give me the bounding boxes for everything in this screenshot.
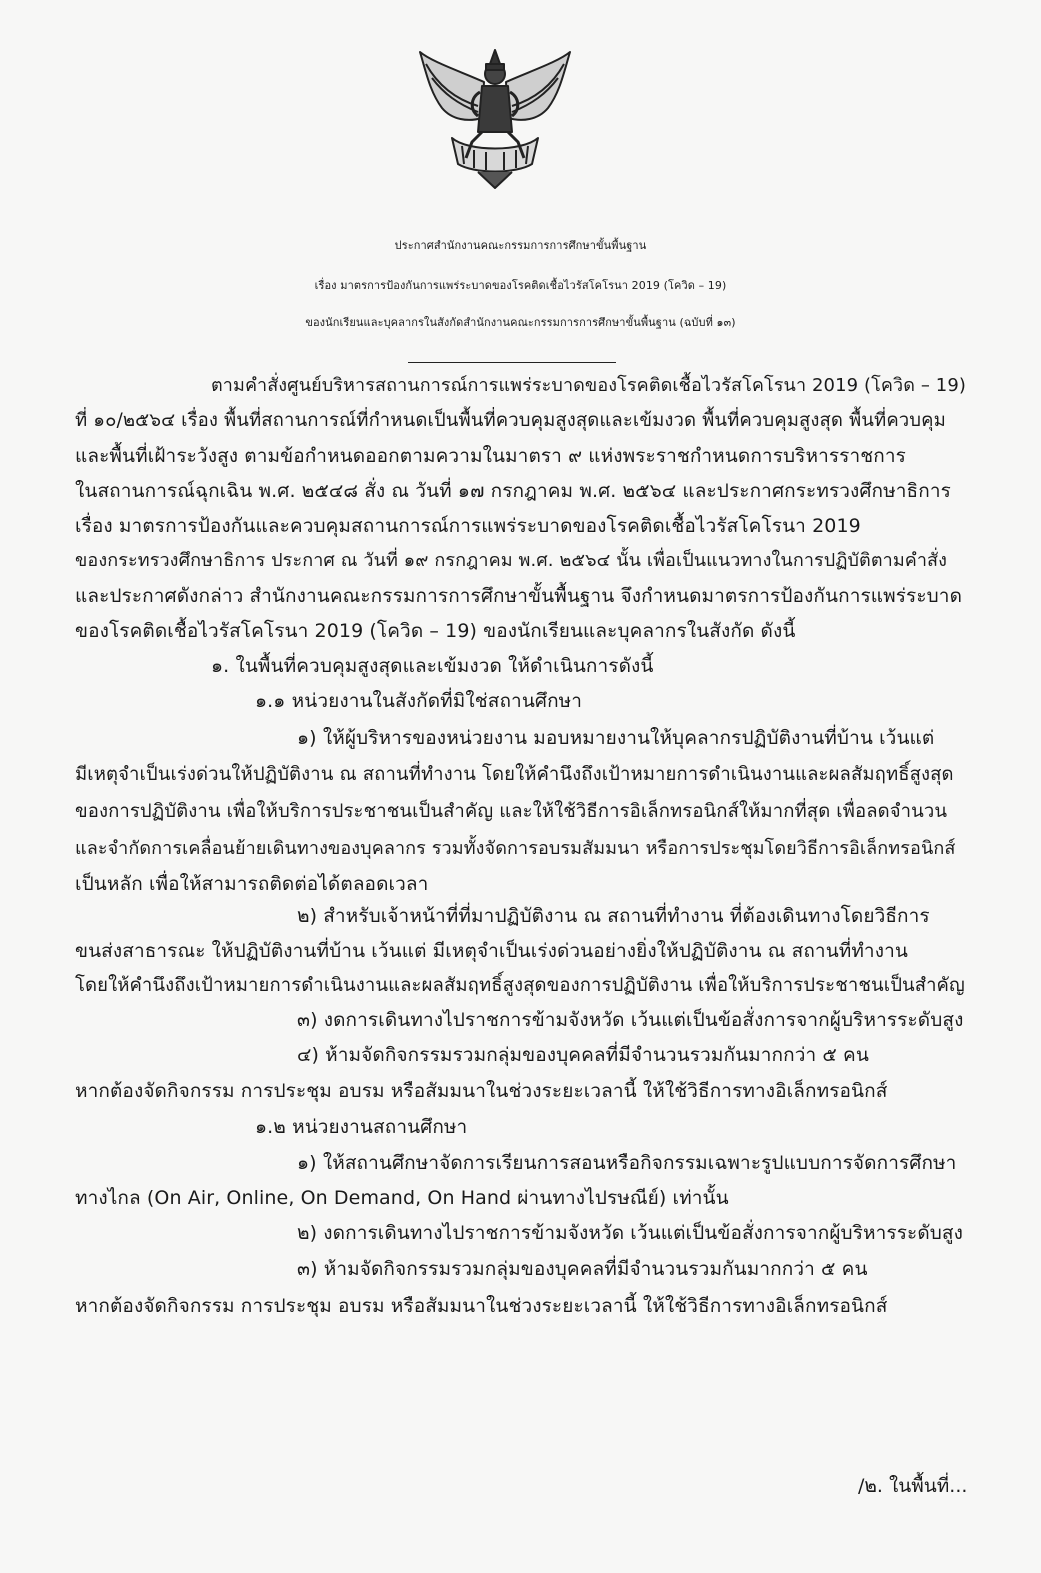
body-line: ทางไกล (On Air, Online, On Demand, On Hand ผ่านทางไปรษณีย์) เท่านั้น	[75, 1187, 729, 1209]
body-line: เรื่อง มาตรการป้องกันและควบคุมสถานการณ์การแพร่ระบาดของโรคติดเชื้อไวรัสโคโรนา 2019	[75, 515, 861, 537]
body-line: และประกาศดังกล่าว สำนักงานคณะกรรมการการศึกษาขั้นพื้นฐาน จึงกำหนดมาตรการป้องกันการแพร่ระบาด	[75, 585, 963, 607]
body-line: ของโรคติดเชื้อไวรัสโคโรนา 2019 (โควิด – 19) ของนักเรียนและบุคลากรในสังกัด ดังนี้	[75, 620, 796, 642]
body-line: โดยให้คำนึงถึงเป้าหมายการดำเนินงานและผลสัมฤทธิ์สูงสุดของการปฏิบัติงาน เพื่อให้บริการประชาชนเป็นสำคัญ	[75, 975, 965, 996]
title-line-1: ประกาศสำนักงานคณะกรรมการการศึกษาขั้นพื้นฐาน	[394, 239, 647, 252]
body-line: ๒) สำหรับเจ้าหน้าที่ที่มาปฏิบัติงาน ณ สถานที่ทำงาน ที่ต้องเดินทางโดยวิธีการ	[297, 905, 930, 927]
title-divider	[408, 362, 616, 363]
title-line-2: เรื่อง มาตรการป้องกันการแพร่ระบาดของโรคติดเชื้อไวรัสโคโรนา 2019 (โควิด – 19)	[314, 279, 727, 292]
garuda-emblem-icon	[412, 42, 578, 192]
page-continuation: /๒. ในพื้นที่...	[858, 1475, 968, 1497]
body-line: ขนส่งสาธารณะ ให้ปฏิบัติงานที่บ้าน เว้นแต่ มีเหตุจำเป็นเร่งด่วนอย่างยิ่งให้ปฏิบัติงาน ณ สถานที่ทำงาน	[75, 940, 908, 962]
subsection-heading: ๑.๒ หน่วยงานสถานศึกษา	[255, 1116, 468, 1138]
body-line: ๓) งดการเดินทางไปราชการข้ามจังหวัด เว้นแต่เป็นข้อสั่งการจากผู้บริหารระดับสูง	[297, 1009, 964, 1031]
body-line: และพื้นที่เฝ้าระวังสูง ตามข้อกำหนดออกตามความในมาตรา ๙ แห่งพระราชกำหนดการบริหารราชการ	[75, 445, 906, 467]
subsection-heading: ๑.๑ หน่วยงานในสังกัดที่มิใช่สถานศึกษา	[255, 690, 583, 712]
body-line: ตามคำสั่งศูนย์บริหารสถานการณ์การแพร่ระบาดของโรคติดเชื้อไวรัสโคโรนา 2019 (โควิด – 19)	[211, 375, 966, 396]
section-heading: ๑. ในพื้นที่ควบคุมสูงสุดและเข้มงวด ให้ดำเนินการดังนี้	[211, 655, 654, 677]
body-line: ในสถานการณ์ฉุกเฉิน พ.ศ. ๒๕๔๘ สั่ง ณ วันที่ ๑๗ กรกฎาคม พ.ศ. ๒๕๖๔ และประกาศกระทรวงศึกษาธิการ	[75, 480, 951, 502]
body-line: หากต้องจัดกิจกรรม การประชุม อบรม หรือสัมมนาในช่วงระยะเวลานี้ ให้ใช้วิธีการทางอิเล็กทรอนิกส์	[75, 1295, 888, 1317]
body-line: ของกระทรวงศึกษาธิการ ประกาศ ณ วันที่ ๑๙ กรกฎาคม พ.ศ. ๒๕๖๔ นั้น เพื่อเป็นแนวทางในการปฏิบัติตามคำสั่ง	[75, 550, 948, 571]
body-line: ๓) ห้ามจัดกิจกรรมรวมกลุ่มของบุคคลที่มีจำนวนรวมกันมากกว่า ๕ คน	[297, 1258, 868, 1280]
body-line: และจำกัดการเคลื่อนย้ายเดินทางของบุคลากร รวมทั้งจัดการอบรมสัมมนา หรือการประชุมโดยวิธีการอิเล็กทรอนิกส์	[75, 838, 956, 859]
body-line: ของการปฏิบัติงาน เพื่อให้บริการประชาชนเป็นสำคัญ และให้ใช้วิธีการอิเล็กทรอนิกส์ให้มากที่สุด เพื่อลดจำนวน	[75, 801, 948, 822]
body-line: ๒) งดการเดินทางไปราชการข้ามจังหวัด เว้นแต่เป็นข้อสั่งการจากผู้บริหารระดับสูง	[297, 1222, 964, 1244]
body-line: ๑) ให้สถานศึกษาจัดการเรียนการสอนหรือกิจกรรมเฉพาะรูปแบบการจัดการศึกษา	[297, 1152, 957, 1174]
body-line: ๔) ห้ามจัดกิจกรรมรวมกลุ่มของบุคคลที่มีจำนวนรวมกันมากกว่า ๕ คน	[297, 1044, 869, 1066]
body-line: ที่ ๑๐/๒๕๖๔ เรื่อง พื้นที่สถานการณ์ที่กำหนดเป็นพื้นที่ควบคุมสูงสุดและเข้มงวด พื้นที่ควบคุมสูงสุด พื้นที่ควบคุม	[75, 410, 946, 431]
body-line: เป็นหลัก เพื่อให้สามารถติดต่อได้ตลอดเวลา	[75, 873, 429, 895]
title-line-3: ของนักเรียนและบุคลากรในสังกัดสำนักงานคณะกรรมการการศึกษาขั้นพื้นฐาน (ฉบับที่ ๑๓)	[305, 316, 736, 329]
body-line: หากต้องจัดกิจกรรม การประชุม อบรม หรือสัมมนาในช่วงระยะเวลานี้ ให้ใช้วิธีการทางอิเล็กทรอนิกส์	[75, 1080, 888, 1102]
body-line: มีเหตุจำเป็นเร่งด่วนให้ปฏิบัติงาน ณ สถานที่ทำงาน โดยให้คำนึงถึงเป้าหมายการดำเนินงานและผลสัมฤทธิ์สูงสุด	[75, 764, 954, 785]
body-line: ๑) ให้ผู้บริหารของหน่วยงาน มอบหมายงานให้บุคลากรปฏิบัติงานที่บ้าน เว้นแต่	[297, 727, 935, 749]
